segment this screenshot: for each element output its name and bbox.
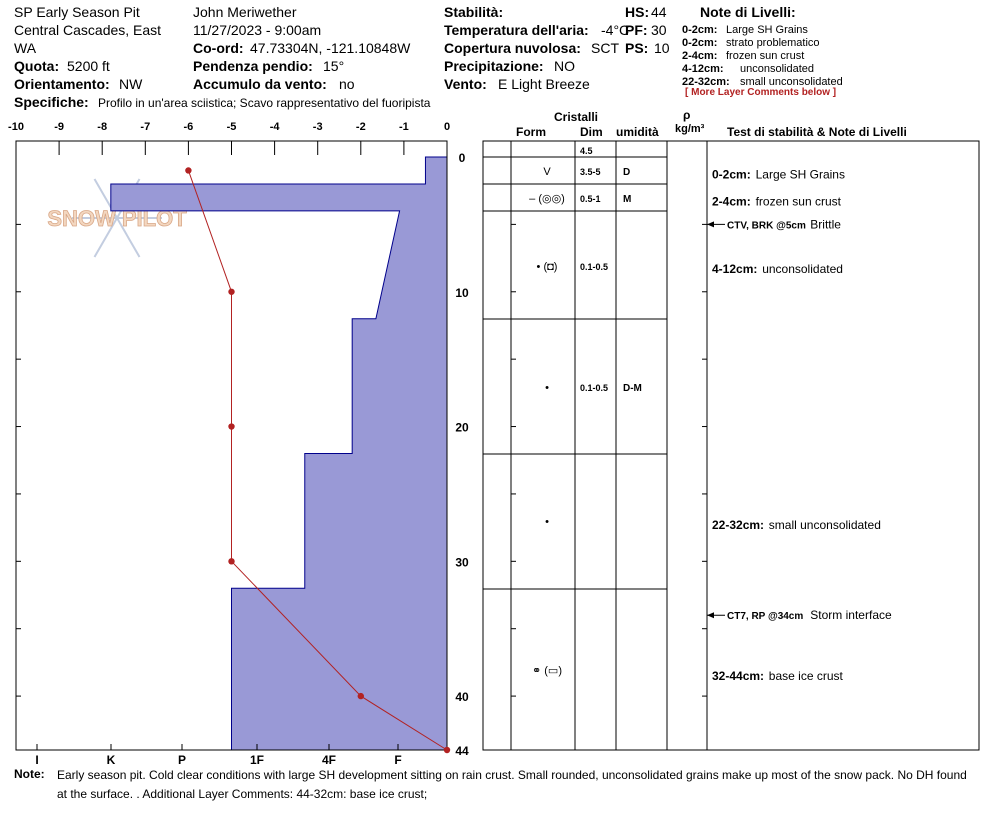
temperature-point — [185, 167, 191, 173]
col-dim: Dim — [580, 125, 603, 139]
coord-value: 47.73304N, -121.10848W — [250, 40, 411, 56]
temperature-point — [358, 693, 364, 699]
wind-label: Vento: — [444, 76, 487, 92]
cloud-label: Copertura nuvolosa: — [444, 40, 581, 56]
layer-form: • — [545, 516, 549, 528]
location-line2: WA — [14, 40, 37, 56]
hardness-label: I — [35, 753, 39, 767]
test-result: CTV, BRK @5cm — [727, 220, 806, 232]
test-arrow-head — [707, 221, 714, 227]
layer-table — [483, 141, 979, 750]
layer-form: ⚭ (▭) — [532, 665, 562, 677]
layer-note-range: 4-12cm: — [682, 63, 724, 75]
pf-value: 30 — [651, 22, 667, 38]
slope-label: Pendenza pendio: — [193, 58, 313, 74]
cloud-value: SCT — [591, 40, 619, 56]
layer-note-text: Large SH Grains — [755, 167, 845, 182]
layer-dim: 0.1-0.5 — [580, 262, 609, 272]
depth-tick-label: 30 — [455, 555, 469, 570]
specifics-label: Specifiche: — [14, 94, 89, 110]
temp-tick-label: 0 — [443, 121, 451, 133]
layer-note-range: 22-32cm: — [712, 517, 765, 532]
coord-label: Co-ord: — [193, 40, 244, 56]
hs-value: 44 — [651, 4, 667, 20]
temp-tick-label: -8 — [97, 121, 108, 133]
depth-tick-label: 10 — [455, 285, 469, 300]
note-line1: Early season pit. Cold clear conditions with large SH development sitting on rain crust. Small rounded, unconsolidated grains make up most of the snow pack. No DH found — [57, 768, 967, 782]
temp-tick-label: -5 — [226, 121, 237, 133]
pit-name: SP Early Season Pit — [14, 4, 140, 20]
layer-note-text: frozen sun crust — [755, 194, 841, 209]
col-umidita: umidità — [616, 125, 659, 139]
note-label: Note: — [14, 767, 45, 781]
col-rho-unit: kg/m³ — [675, 123, 705, 135]
datetime: 11/27/2023 - 9:00am — [193, 22, 322, 38]
layer-form: V — [543, 166, 551, 178]
layer-note-range: 22-32cm: — [682, 76, 730, 88]
hardness-label: P — [177, 753, 187, 767]
ps-value: 10 — [654, 40, 670, 56]
layer-note-text: frozen sun crust — [726, 50, 805, 62]
layer-note-range: 0-2cm: — [682, 37, 718, 49]
layer-note-text: small unconsolidated — [740, 76, 843, 88]
ps-label: PS: — [625, 40, 649, 56]
layer-notes-title: Note di Livelli: — [700, 4, 796, 20]
col-tests: Test di stabilità & Note di Livelli — [727, 125, 907, 139]
hardness-label: 1F — [249, 753, 265, 767]
temperature-point — [228, 289, 234, 295]
layer-note-range: 32-44cm: — [712, 668, 765, 683]
col-rho: ρ — [683, 108, 691, 122]
observer: John Meriwether — [193, 4, 297, 20]
hs-label: HS: — [625, 4, 650, 20]
wind-loading-value: no — [339, 76, 355, 92]
table-border — [483, 141, 979, 750]
temp-tick-label: -6 — [183, 121, 194, 133]
depth-tick-label: 40 — [455, 690, 469, 705]
temp-tick-label: -2 — [355, 121, 366, 133]
layer-dim: 0.5-1 — [580, 194, 601, 204]
hardness-label: F — [394, 753, 402, 767]
layer-dim: 4.5 — [580, 146, 593, 156]
aspect-value: NW — [119, 76, 143, 92]
temp-tick-label: -4 — [269, 121, 280, 133]
depth-tick-label: 0 — [458, 151, 466, 165]
elevation-label: Quota: — [14, 58, 60, 74]
layer-note-text: base ice crust — [768, 668, 843, 683]
test-note: Storm interface — [810, 608, 892, 623]
col-cristalli: Cristalli — [554, 110, 599, 124]
col-form: Form — [516, 125, 546, 139]
temp-tick-label: -3 — [312, 121, 323, 133]
temp-tick-label: -7 — [140, 121, 151, 133]
layer-form: • (◘) — [536, 261, 558, 273]
depth-tick-label: 44 — [455, 744, 469, 758]
hardness-label: K — [106, 753, 116, 767]
more-layer-comments: [ More Layer Comments below ] — [685, 87, 837, 98]
layer-dim: 0.1-0.5 — [580, 383, 609, 393]
air-temp-label: Temperatura dell'aria: — [444, 22, 589, 38]
hardness-label: 4F — [321, 753, 337, 767]
aspect-label: Orientamento: — [14, 76, 110, 92]
wind-value: E Light Breeze — [498, 76, 590, 92]
test-arrow-head — [707, 612, 714, 618]
layer-form: – (◎◎) — [529, 193, 565, 205]
test-note: Brittle — [810, 217, 841, 232]
air-temp-value: -4°C — [601, 22, 630, 38]
hardness-profile — [111, 157, 447, 750]
layer-note-range: 0-2cm: — [682, 24, 718, 36]
layer-note-text: unconsolidated — [762, 261, 843, 276]
layer-note-text: unconsolidated — [740, 63, 815, 75]
location-line1: Central Cascades, East — [14, 22, 162, 38]
depth-tick-label: 20 — [455, 420, 469, 435]
layer-note-text: Large SH Grains — [726, 24, 808, 36]
layer-note-range: 2-4cm: — [682, 50, 718, 62]
temp-tick-label: -9 — [54, 121, 64, 133]
layer-dim: 3.5-5 — [580, 167, 601, 177]
precip-value: NO — [554, 58, 575, 74]
temp-tick-label: -10 — [8, 121, 24, 133]
temperature-point — [228, 423, 234, 429]
precip-label: Precipitazione: — [444, 58, 544, 74]
temperature-point — [228, 558, 234, 564]
specifics-value: Profilo in un'area sciistica; Scavo rappresentativo del fuoripista — [98, 96, 431, 110]
pf-label: PF: — [625, 22, 648, 38]
layer-note-text: small unconsolidated — [768, 517, 881, 532]
stability-label: Stabilità: — [444, 4, 504, 20]
layer-wetness: D-M — [623, 383, 642, 394]
layer-form: • — [545, 382, 549, 394]
hardness-area — [111, 157, 447, 750]
layer-note-range: 4-12cm: — [712, 261, 758, 276]
temp-tick-label: -1 — [399, 121, 409, 133]
slope-value: 15° — [323, 58, 345, 74]
layer-note-text: strato problematico — [726, 37, 820, 49]
watermark-text: SNOW PILOT — [47, 206, 187, 231]
temperature-point — [444, 747, 450, 753]
layer-wetness: M — [623, 194, 632, 205]
layer-note-range: 0-2cm: — [712, 167, 751, 182]
test-result: CT7, RP @34cm — [727, 611, 804, 623]
elevation-value: 5200 ft — [67, 58, 110, 74]
note-line2: at the surface. . Additional Layer Comments: 44-32cm: base ice crust; — [57, 787, 428, 801]
layer-wetness: D — [623, 167, 631, 178]
layer-note-range: 2-4cm: — [712, 194, 751, 209]
wind-loading-label: Accumulo da vento: — [193, 76, 327, 92]
